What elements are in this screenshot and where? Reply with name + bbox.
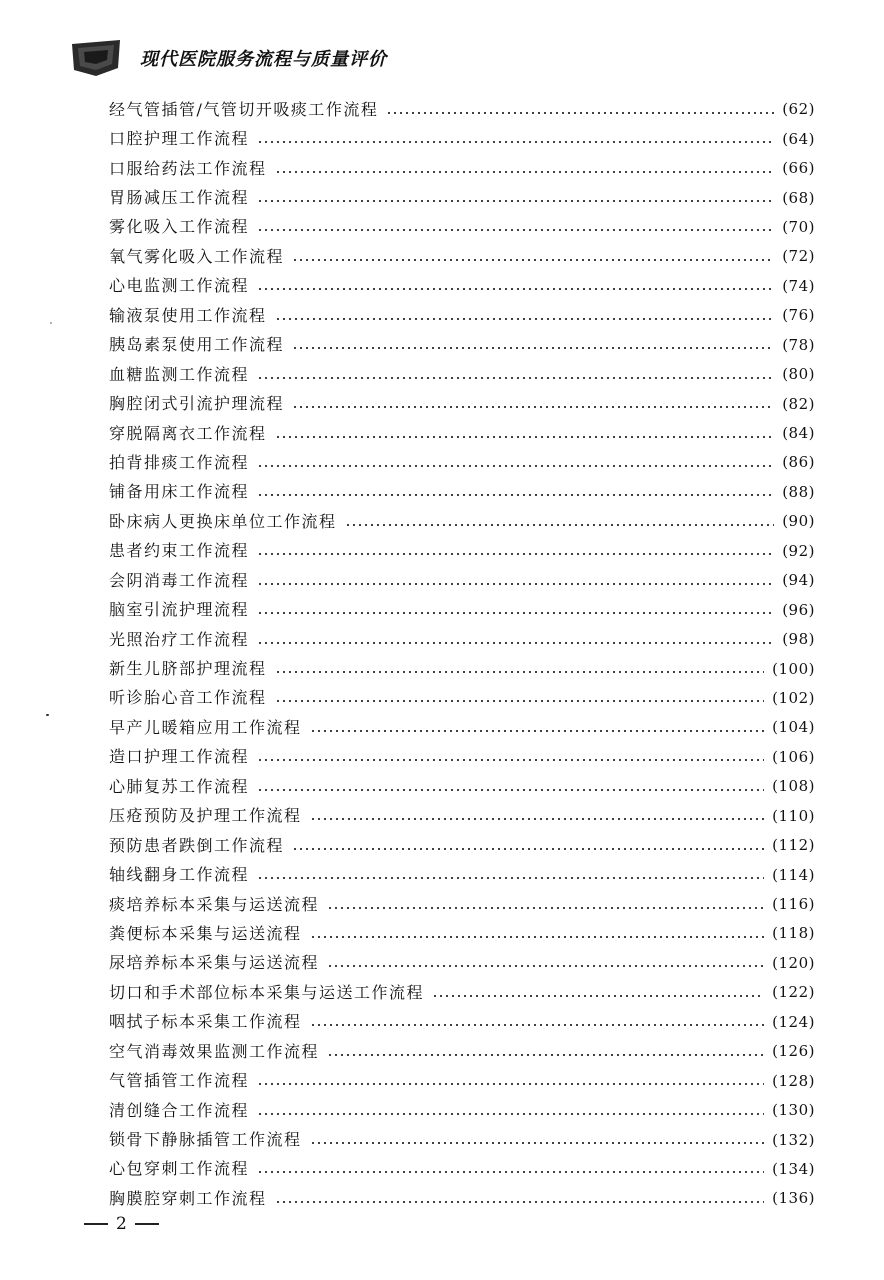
dot-leader [292, 347, 774, 349]
toc-entry [109, 654, 815, 683]
toc-entry [109, 684, 815, 713]
toc-entry [109, 713, 815, 742]
toc-entry-page: (68) [782, 188, 815, 207]
toc-entry-title: 胰岛素泵使用工作流程 [109, 335, 285, 355]
toc-entry-page: (112) [772, 836, 815, 855]
toc-entry-page: (86) [782, 453, 815, 472]
toc-entry-page: (122) [772, 983, 815, 1002]
dot-leader [257, 877, 764, 879]
toc-entry-title: 脑室引流护理流程 [109, 600, 250, 620]
toc-entry [109, 331, 815, 360]
toc-entry [109, 831, 815, 860]
dot-leader [310, 1142, 765, 1144]
dot-leader [327, 907, 764, 909]
toc-entry-title: 经气管插管/气管切开吸痰工作流程 [109, 99, 379, 119]
toc-entry [109, 802, 815, 831]
toc-entry-title: 早产儿暖箱应用工作流程 [109, 717, 302, 737]
toc-entry-page: (82) [782, 394, 815, 413]
toc-entry-page: (88) [782, 482, 815, 501]
dot-leader [275, 436, 775, 438]
toc-entry-title: 会阴消毒工作流程 [109, 570, 250, 590]
dot-leader [257, 494, 774, 496]
toc-entry [109, 183, 815, 212]
dot-leader [257, 200, 774, 202]
toc-entry-title: 患者约束工作流程 [109, 541, 250, 561]
dot-leader [257, 789, 764, 791]
toc-entry [109, 1037, 815, 1066]
toc-entry [109, 743, 815, 772]
toc-entry-title: 氧气雾化吸入工作流程 [109, 246, 285, 266]
toc-entry-title: 铺备用床工作流程 [109, 482, 250, 502]
dot-leader [257, 553, 774, 555]
toc-entry-title: 粪便标本采集与运送流程 [109, 923, 302, 943]
toc-entry-title: 口腔护理工作流程 [109, 129, 250, 149]
toc-entry-title: 光照治疗工作流程 [109, 629, 250, 649]
dot-leader [310, 730, 765, 732]
dot-leader [257, 612, 774, 614]
dot-leader [310, 818, 765, 820]
dot-leader [292, 848, 764, 850]
footer-dash-left [84, 1223, 108, 1225]
toc-entry [109, 1066, 815, 1095]
toc-entry-page: (92) [782, 541, 815, 560]
toc-entry [109, 978, 815, 1007]
toc-entry-page: (102) [772, 688, 815, 707]
toc-entry-title: 新生儿脐部护理流程 [109, 659, 267, 679]
toc-entry [109, 772, 815, 801]
toc-entry [109, 1184, 815, 1213]
toc-entry-title: 锁骨下静脉插管工作流程 [109, 1130, 302, 1150]
toc-entry [109, 213, 815, 242]
book-title: 现代医院服务流程与质量评价 [140, 49, 387, 70]
toc-entry [109, 448, 815, 477]
toc-entry [109, 301, 815, 330]
toc-entry-title: 心电监测工作流程 [109, 276, 250, 296]
book-emblem-icon [70, 38, 122, 78]
toc-entry-title: 气管插管工作流程 [109, 1071, 250, 1091]
toc-entry [109, 537, 815, 566]
toc-entry-page: (108) [772, 777, 815, 796]
toc-entry-page: (128) [772, 1071, 815, 1090]
toc-entry-title: 轴线翻身工作流程 [109, 865, 250, 885]
toc-entry-page: (130) [772, 1101, 815, 1120]
toc-entry-page: (118) [772, 924, 815, 943]
toc-entry-title: 卧床病人更换床单位工作流程 [109, 511, 337, 531]
toc-entry [109, 360, 815, 389]
toc-entry-page: (80) [782, 365, 815, 384]
toc-entry-title: 输液泵使用工作流程 [109, 305, 267, 325]
table-of-contents [109, 95, 815, 1214]
toc-entry-page: (114) [772, 865, 815, 884]
running-header [70, 36, 387, 80]
toc-entry-title: 尿培养标本采集与运送流程 [109, 953, 320, 973]
toc-entry [109, 124, 815, 153]
toc-entry-page: (62) [782, 100, 815, 119]
dot-leader [257, 1113, 764, 1115]
toc-entry [109, 595, 815, 624]
toc-entry [109, 949, 815, 978]
dot-leader [275, 671, 765, 673]
toc-entry-page: (64) [782, 129, 815, 148]
toc-entry-page: (106) [772, 747, 815, 766]
toc-entry-page: (84) [782, 424, 815, 443]
toc-entry-title: 切口和手术部位标本采集与运送工作流程 [109, 982, 425, 1002]
dot-leader [257, 583, 774, 585]
toc-entry-title: 胸腔闭式引流护理流程 [109, 394, 285, 414]
toc-entry [109, 625, 815, 654]
toc-entry-title: 血糖监测工作流程 [109, 364, 250, 384]
toc-entry-title: 心肺复苏工作流程 [109, 776, 250, 796]
toc-entry [109, 95, 815, 124]
dot-leader [327, 965, 764, 967]
dot-leader [257, 229, 774, 231]
toc-entry [109, 1008, 815, 1037]
toc-entry-title: 压疮预防及护理工作流程 [109, 806, 302, 826]
toc-entry-title: 预防患者跌倒工作流程 [109, 835, 285, 855]
dot-leader [275, 171, 775, 173]
toc-entry-page: (96) [782, 600, 815, 619]
toc-entry-title: 穿脱隔离衣工作流程 [109, 423, 267, 443]
toc-entry-page: (72) [782, 247, 815, 266]
toc-entry-title: 口服给药法工作流程 [109, 158, 267, 178]
toc-entry-page: (66) [782, 159, 815, 178]
dot-leader [257, 1171, 764, 1173]
dot-leader [310, 1024, 765, 1026]
toc-entry [109, 507, 815, 536]
toc-entry [109, 566, 815, 595]
dot-leader [257, 759, 764, 761]
toc-entry-page: (100) [772, 659, 815, 678]
toc-entry [109, 1155, 815, 1184]
toc-entry [109, 478, 815, 507]
toc-entry [109, 860, 815, 889]
scan-speck [46, 714, 49, 716]
dot-leader [292, 406, 774, 408]
toc-entry [109, 389, 815, 418]
toc-entry [109, 242, 815, 271]
toc-entry-page: (136) [772, 1189, 815, 1208]
toc-entry-title: 咽拭子标本采集工作流程 [109, 1012, 302, 1032]
toc-entry-page: (98) [782, 630, 815, 649]
toc-entry-title: 痰培养标本采集与运送流程 [109, 894, 320, 914]
toc-entry [109, 919, 815, 948]
dot-leader [432, 995, 764, 997]
page-number: 2 [116, 1214, 127, 1234]
toc-entry-title: 胸膜腔穿刺工作流程 [109, 1188, 267, 1208]
toc-entry-page: (104) [772, 718, 815, 737]
toc-entry-page: (76) [782, 306, 815, 325]
toc-entry-title: 胃肠减压工作流程 [109, 188, 250, 208]
toc-entry [109, 419, 815, 448]
toc-entry-page: (74) [782, 276, 815, 295]
toc-entry [109, 1096, 815, 1125]
dot-leader [345, 524, 775, 526]
page-footer [84, 1214, 159, 1234]
dot-leader [310, 936, 765, 938]
toc-entry-page: (124) [772, 1012, 815, 1031]
toc-entry-title: 拍背排痰工作流程 [109, 452, 250, 472]
toc-entry-title: 清创缝合工作流程 [109, 1100, 250, 1120]
toc-entry-title: 造口护理工作流程 [109, 747, 250, 767]
toc-entry-page: (110) [772, 806, 815, 825]
dot-leader [275, 318, 775, 320]
dot-leader [257, 141, 774, 143]
toc-entry-title: 空气消毒效果监测工作流程 [109, 1041, 320, 1061]
dot-leader [327, 1054, 764, 1056]
toc-entry-title: 听诊胎心音工作流程 [109, 688, 267, 708]
toc-entry-page: (132) [772, 1130, 815, 1149]
toc-entry-title: 心包穿刺工作流程 [109, 1159, 250, 1179]
dot-leader [257, 288, 774, 290]
toc-entry-title: 雾化吸入工作流程 [109, 217, 250, 237]
scan-speck [50, 322, 52, 324]
dot-leader [386, 112, 774, 114]
toc-entry-page: (120) [772, 953, 815, 972]
toc-entry [109, 154, 815, 183]
toc-entry [109, 890, 815, 919]
dot-leader [275, 700, 765, 702]
dot-leader [275, 1201, 765, 1203]
toc-entry-page: (134) [772, 1159, 815, 1178]
dot-leader [257, 465, 774, 467]
toc-entry [109, 272, 815, 301]
toc-entry [109, 1125, 815, 1154]
toc-entry-page: (78) [782, 335, 815, 354]
toc-entry-page: (126) [772, 1042, 815, 1061]
toc-entry-page: (116) [772, 895, 815, 914]
toc-entry-page: (94) [782, 571, 815, 590]
toc-entry-page: (70) [782, 217, 815, 236]
footer-dash-right [135, 1223, 159, 1225]
dot-leader [292, 259, 774, 261]
dot-leader [257, 377, 774, 379]
dot-leader [257, 642, 774, 644]
dot-leader [257, 1083, 764, 1085]
toc-entry-page: (90) [782, 512, 815, 531]
